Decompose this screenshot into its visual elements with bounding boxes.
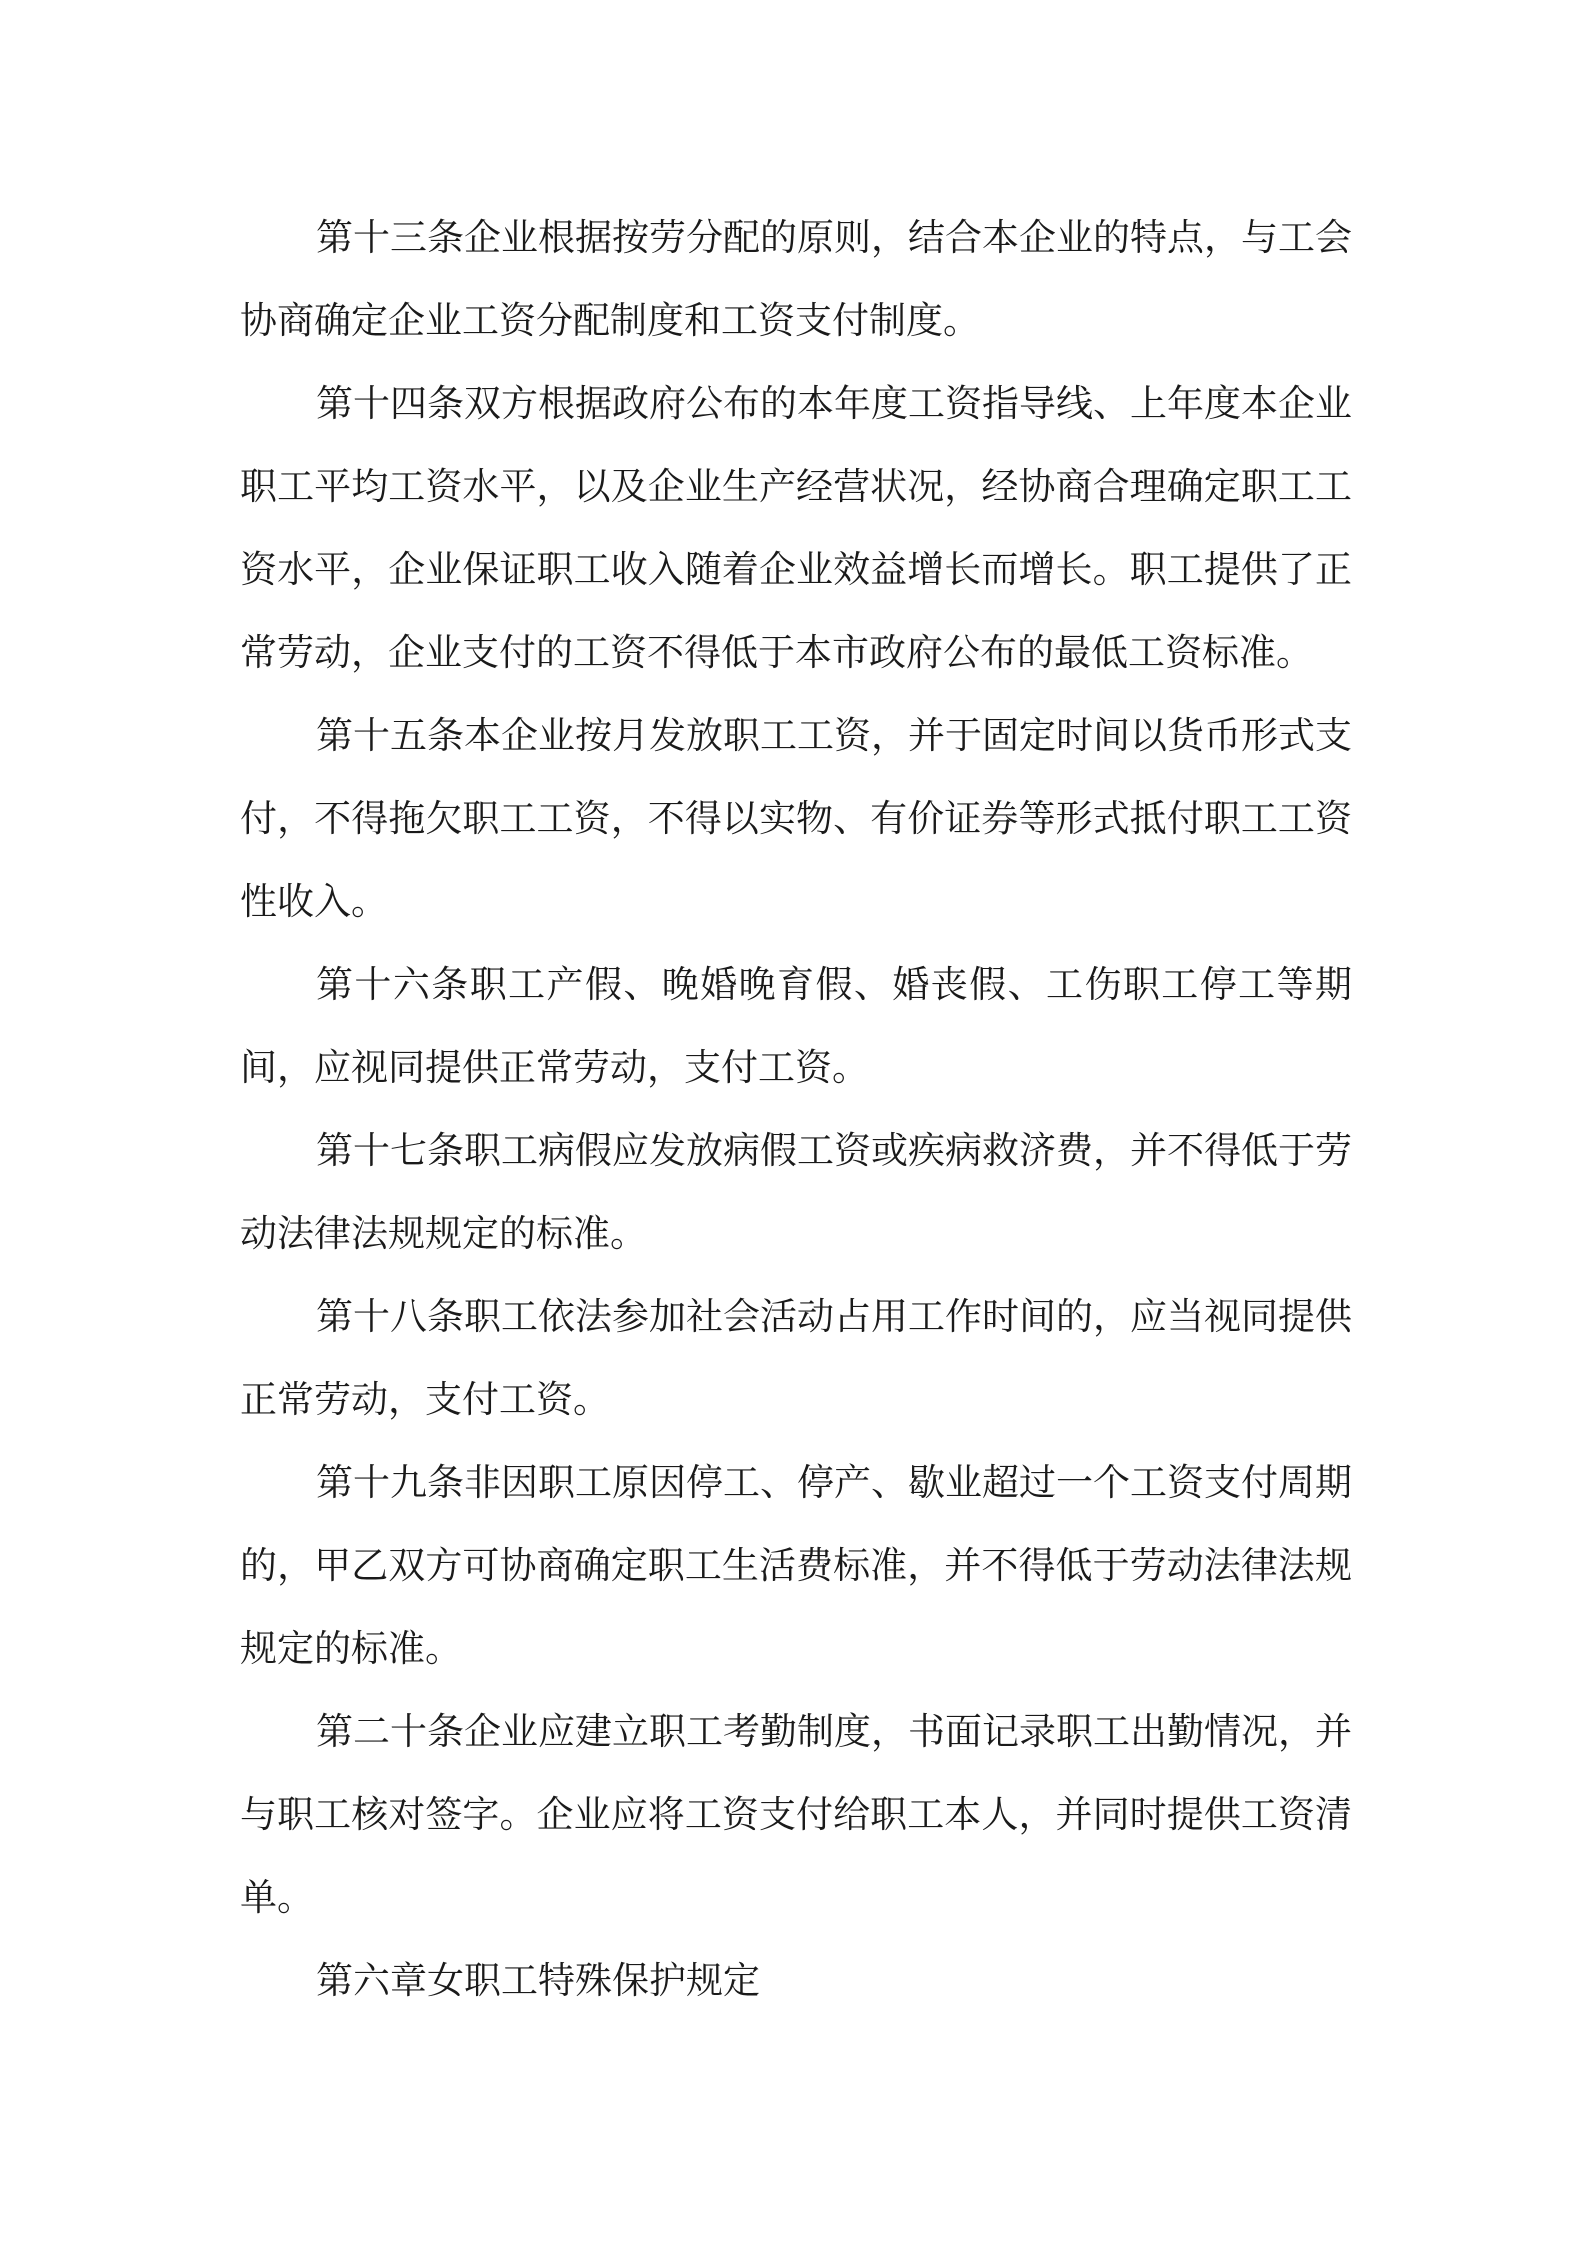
article-20-paragraph: 第二十条企业应建立职工考勤制度，书面记录职工出勤情况，并与职工核对签字。企业应将工资支付给职工本人，并同时提供工资清单。 [240, 1710, 1352, 1919]
article-13-paragraph: 第十三条企业根据按劳分配的原则，结合本企业的特点，与工会协商确定企业工资分配制度和工资支付制度。 [240, 216, 1352, 342]
article-17-paragraph: 第十七条职工病假应发放病假工资或疾病救济费，并不得低于劳动法律法规规定的标准。 [240, 1129, 1352, 1255]
document-body [240, 196, 1352, 2022]
chapter-heading: 第六章女职工特殊保护规定 [316, 1959, 760, 2002]
article-16-paragraph: 第十六条职工产假、晚婚晚育假、婚丧假、工伤职工停工等期间，应视同提供正常劳动，支付工资。 [240, 963, 1352, 1089]
article-18-paragraph: 第十八条职工依法参加社会活动占用工作时间的，应当视同提供正常劳动，支付工资。 [240, 1295, 1352, 1421]
article-15-paragraph: 第十五条本企业按月发放职工工资，并于固定时间以货币形式支付，不得拖欠职工工资，不得以实物、有价证券等形式抵付职工工资性收入。 [240, 714, 1352, 923]
article-14-paragraph: 第十四条双方根据政府公布的本年度工资指导线、上年度本企业职工平均工资水平，以及企业生产经营状况，经协商合理确定职工工资水平，企业保证职工收入随着企业效益增长而增长。职工提供了正常劳动，企业支付的工资不得低于本市政府公布的最低工资标准。 [240, 382, 1352, 674]
article-19-paragraph: 第十九条非因职工原因停工、停产、歇业超过一个工资支付周期的，甲乙双方可协商确定职工生活费标准，并不得低于劳动法律法规规定的标准。 [240, 1461, 1352, 1670]
